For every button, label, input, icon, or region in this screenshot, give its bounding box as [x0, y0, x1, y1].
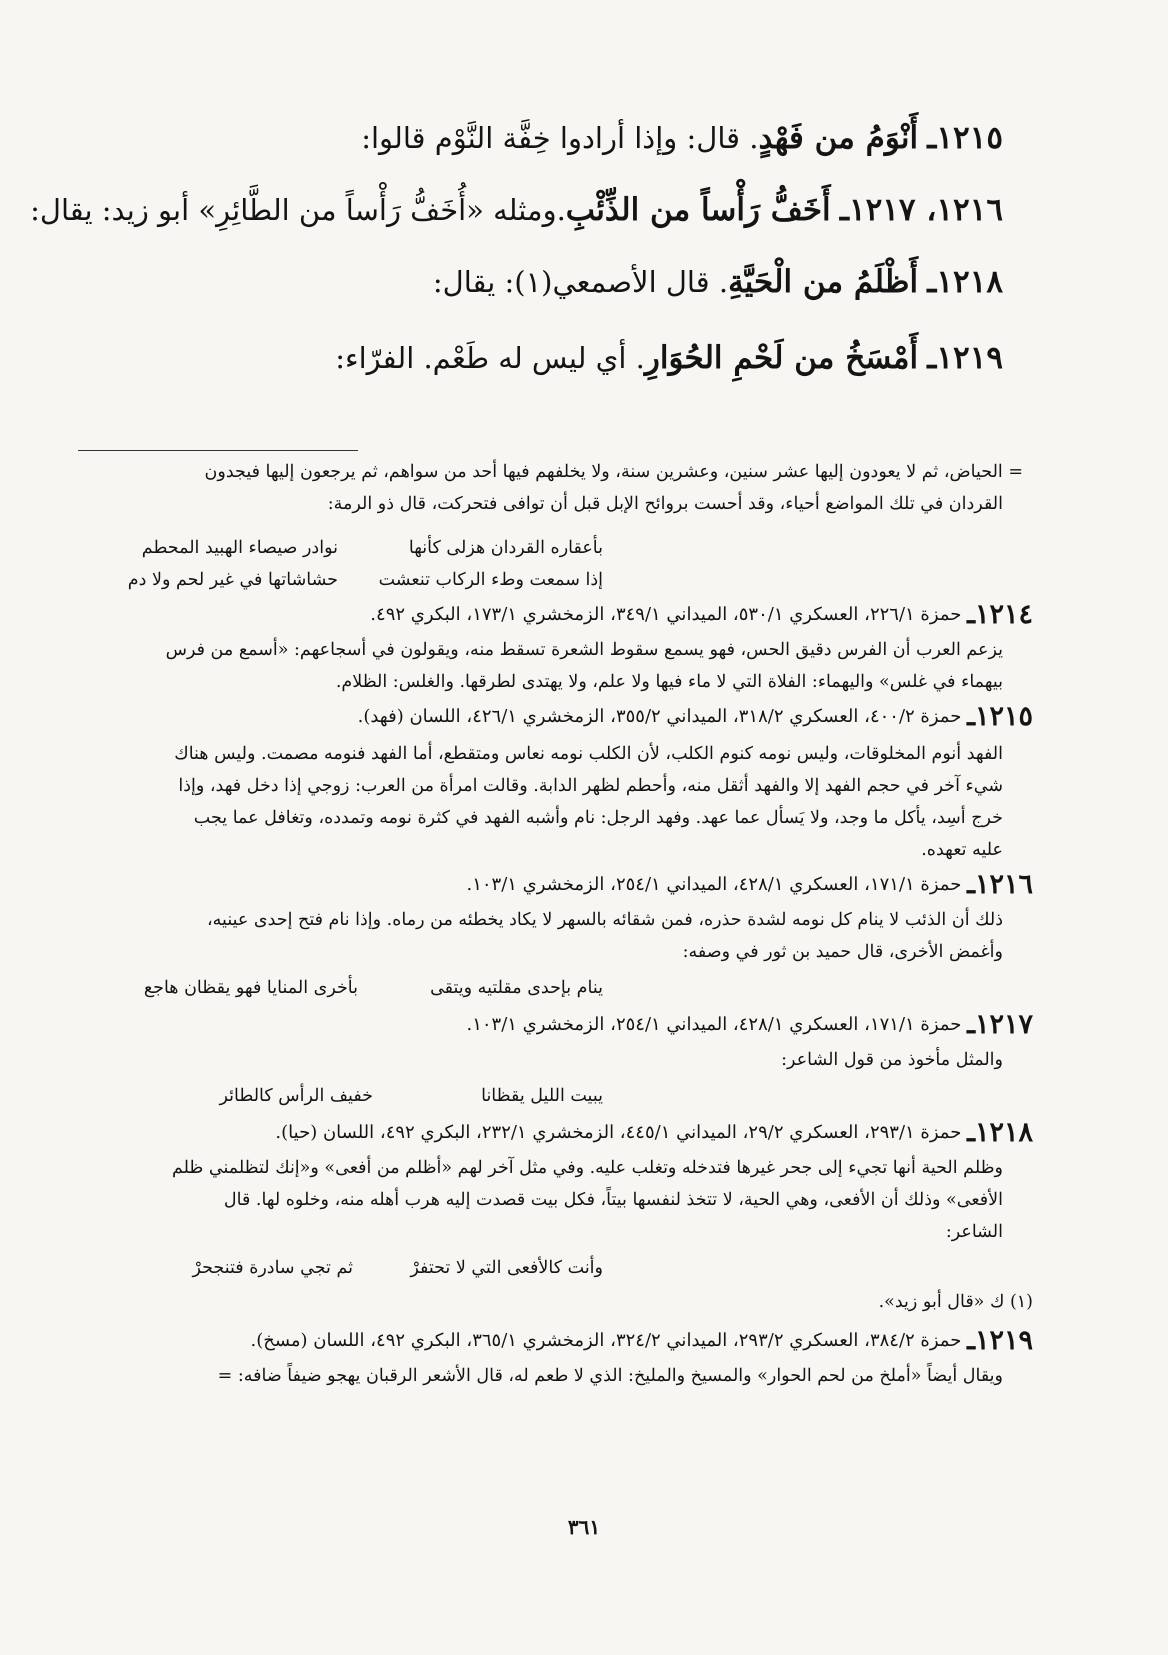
entry-text: .ومثله «أُخَفُّ رَأْساً من الطَّائِرِ» أبو زيد: يقال: [30, 193, 566, 227]
ref-number: ١٢١٩ـ [967, 1325, 1033, 1356]
note-line: عليه تعهده. [921, 840, 1003, 860]
entry-text: . قال الأصمعي(١): يقال: [432, 265, 729, 299]
verse-hemistich: بأعقاره القردان هزلى كأنها [408, 538, 603, 558]
ref-1219 [73, 1326, 1033, 1356]
entry-number: ١٢١٥ـ [927, 120, 1003, 156]
ref-sources: حمزة ٣٨٤/٢، العسكري ٢٩٣/٢، الميداني ٣٢٤/٢، الزمخشري ٣٦٥/١، البكري ٤٩٢، اللسان (مسخ). [250, 1330, 962, 1351]
note-line: والمثل مأخوذ من قول الشاعر: [781, 1050, 1003, 1070]
entry-text: . قال: وإذا أرادوا خِفَّة النَّوْم قالوا: [361, 121, 759, 155]
note-line: بيهماء في غلس» واليهماء: الفلاة التي لا ماء فيها ولا علم، ولا يهتدى لطرقها. والغلس: الظلام. [335, 672, 1003, 692]
verse-hemistich: إذا سمعت وطء الركاب تنعشت [378, 570, 603, 590]
ref-number: ١٢١٨ـ [967, 1117, 1033, 1148]
ref-1217 [73, 1010, 1033, 1040]
entry-text: . أي ليس له طَعْم. الفرّاء: [335, 341, 645, 375]
verse-hemistich: يبيت الليل يقظانا [481, 1086, 603, 1106]
ref-number: ١٢١٤ـ [967, 599, 1033, 630]
ref-1214 [73, 600, 1033, 630]
note-line: الأفعى» وذلك أن الأفعى، وهي الحية، لا تتخذ لنفسها بيتاً، فكل بيت قصدت إليه هرب أهله منه، وخلوه لها. قال [223, 1190, 1003, 1210]
entry-1216-1217 [30, 190, 1003, 230]
ref-1215 [73, 702, 1033, 732]
entry-number: ١٢١٨ـ [927, 264, 1003, 300]
entry-1219 [143, 338, 1003, 378]
entry-number: ١٢١٦، ١٢١٧ـ [839, 192, 1003, 228]
ref-number: ١٢١٧ـ [967, 1009, 1033, 1040]
note-line: الفهد أنوم المخلوقات، وليس نومه كنوم الكلب، لأن الكلب نومه نعاس ومتقطع، أما الفهد فنومه مصمت. وليس هناك [174, 744, 1003, 764]
ref-1216 [73, 870, 1033, 900]
ref-1218 [73, 1118, 1033, 1148]
entry-headword: أَمْسَخُ من لَحْمِ الحُوَارِ [644, 340, 919, 376]
note-line: ويقال أيضاً «أملخ من لحم الحوار» والمسيخ والمليخ: الذي لا طعم له، قال الأشعر الرقبان يهجو ضيفاً ضافه: = [217, 1366, 1003, 1386]
verse-hemistich: نوادر صيصاء الهبيد المحطم [141, 538, 338, 558]
ref-number: ١٢١٦ـ [967, 869, 1033, 900]
ref-sources: حمزة ١٧١/١، العسكري ٤٢٨/١، الميداني ٢٥٤/١، الزمخشري ١٠٣/١. [466, 874, 962, 895]
note-line: خرج أسِد، يأكل ما وجد، ولا يَسأل عما عهد. وفهد الرجل: نام وأشبه الفهد في كثرة نومه وتمدده، وتغافل عما يجب [193, 808, 1003, 828]
note-line: القردان في تلك المواضع أحياء، وقد أحست بروائح الإبل قبل أن توافى فتحركت، قال ذو الرمة: [327, 494, 1003, 514]
page-number: ٣٦١ [567, 1515, 601, 1539]
entry-headword: أَظْلَمُ من الْحَيَّةِ [728, 264, 919, 300]
note-line: ذلك أن الذئب لا ينام كل نومه لشدة حذره، فمن شقائه بالسهر لا يكاد يخطئه من رماه. وإذا نام فتح إحدى عينيه، [207, 910, 1003, 930]
entry-1215 [143, 118, 1003, 158]
verse-hemistich: خفيف الرأس كالطائر [219, 1086, 373, 1106]
ref-sources: حمزة ٤٠٠/٢، العسكري ٣١٨/٢، الميداني ٣٥٥/٢، الزمخشري ٤٢٦/١، اللسان (فهد). [357, 706, 962, 727]
footnote-divider [78, 450, 358, 451]
verse-hemistich: وأنت كالأفعى التي لا تحتفرْ [410, 1258, 603, 1278]
note-line: وظلم الحية أنها تجيء إلى جحر غيرها فتدخله وتغلب عليه. وفي مثل آخر لهم «أظلم من أفعى» و«إنك لتظلمني ظلم [171, 1158, 1003, 1178]
ref-number: ١٢١٥ـ [967, 701, 1033, 732]
note-line: = الحياض، ثم لا يعودون إليها عشر سنين، وعشرين سنة، ولا يخلفهم فيها أحد من سواهم، ثم يرجعون إليها فيجدون [204, 462, 1023, 482]
ref-sources: حمزة ٢٩٣/١، العسكري ٢٩/٢، الميداني ٤٤٥/١، الزمخشري ٢٣٢/١، البكري ٤٩٢، اللسان (حيا). [275, 1122, 962, 1143]
verse-hemistich: بأخرى المنايا فهو يقظان هاجع [143, 978, 358, 998]
verse-hemistich: ثم تجي سادرة فتنجحرْ [192, 1258, 353, 1278]
note-line: يزعم العرب أن الفرس دقيق الحس، فهو يسمع سقوط الشعرة تسقط منه، ويقولون في أسجاعهم: «أسمع من فرس [165, 640, 1003, 660]
note-line: الشاعر: [945, 1222, 1003, 1242]
note-line: وأغمض الأخرى، قال حميد بن ثور في وصفه: [682, 942, 1003, 962]
footnote: (١) ك «قال أبو زيد». [878, 1292, 1033, 1312]
verse-hemistich: ينام بإحدى مقلتيه ويتقى [430, 978, 603, 998]
entry-number: ١٢١٩ـ [927, 340, 1003, 376]
entry-1218 [143, 262, 1003, 302]
entry-headword: أَخَفُّ رَأْساً من الذِّئْبِ [565, 192, 831, 228]
verse-hemistich: حشاشاتها في غير لحم ولا دم [127, 570, 338, 590]
note-line: شيء آخر في حجم الفهد إلا والفهد أثقل منه، وأحطم لظهر الدابة. وقالت امرأة من العرب: زوجي إذا دخل فهد، وإذا [178, 776, 1003, 796]
entry-headword: أَنْوَمُ من فَهْدٍ [758, 120, 919, 156]
ref-sources: حمزة ٢٢٦/١، العسكري ٥٣٠/١، الميداني ٣٤٩/١، الزمخشري ١٧٣/١، البكري ٤٩٢. [370, 604, 962, 625]
ref-sources: حمزة ١٧١/١، العسكري ٤٢٨/١، الميداني ٢٥٤/١، الزمخشري ١٠٣/١. [466, 1014, 962, 1035]
